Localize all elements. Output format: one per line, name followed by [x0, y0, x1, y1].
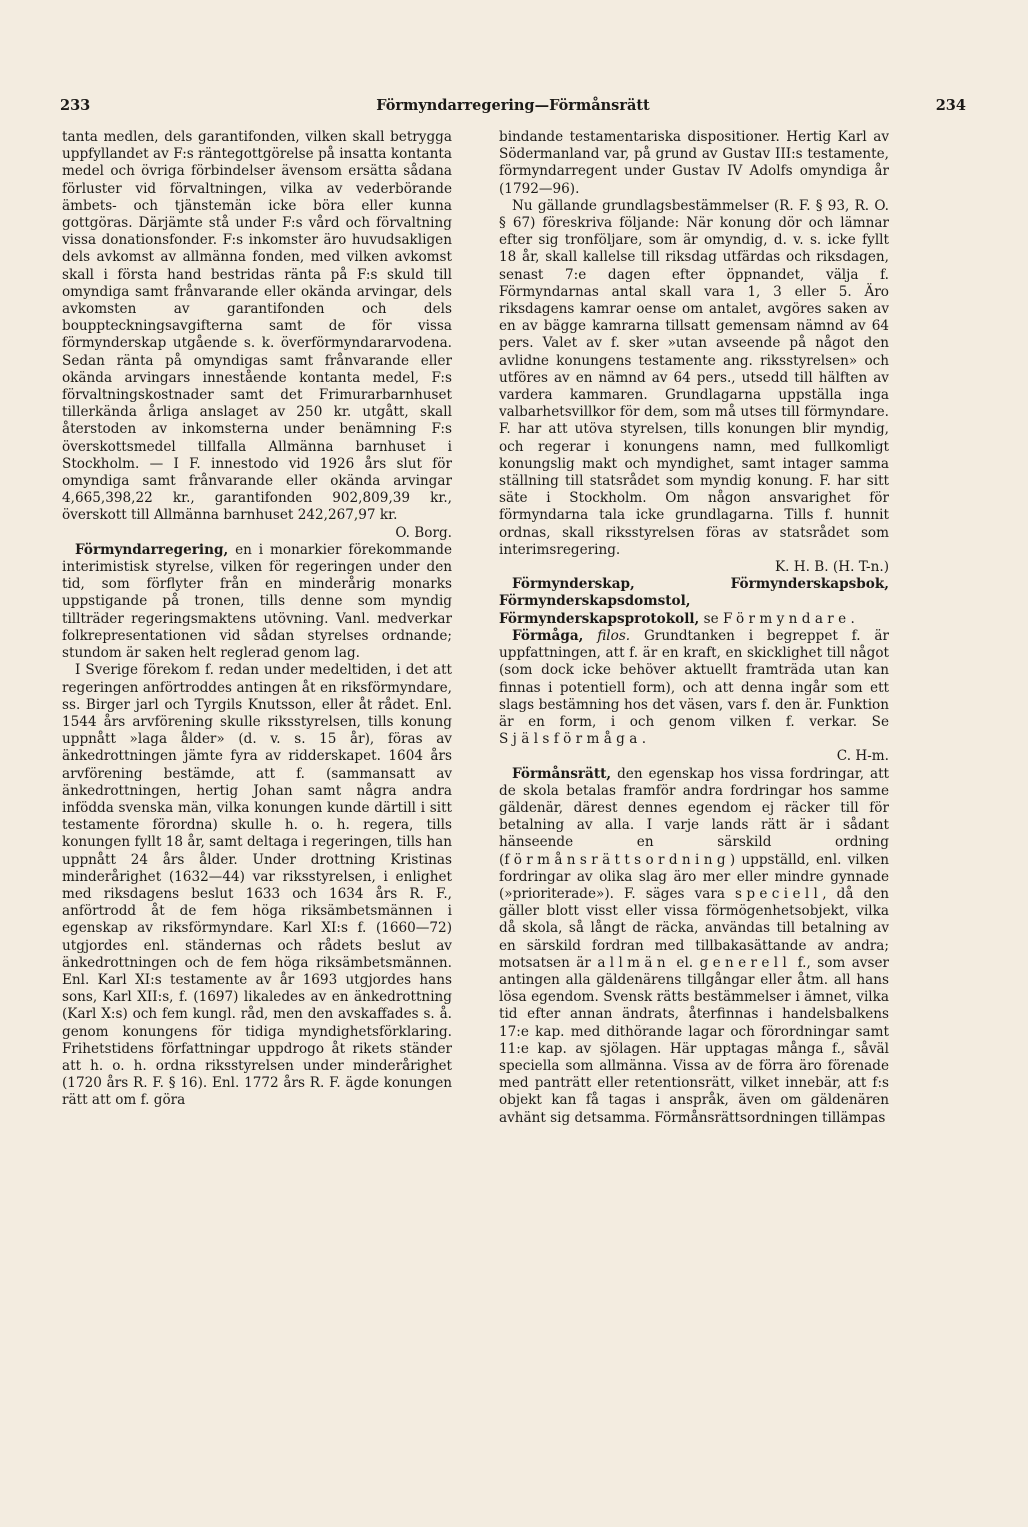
- left-column: [62, 129, 452, 1110]
- paragraph-text: bindande testamentariska dispositioner. Hertig Karl av Södermanland var, på grund av Gustav III:s testamente, förmyndarregent under Gustav IV Adolfs omyndiga år (1792—96).: [499, 129, 889, 197]
- entry-formynderskap: [499, 576, 889, 628]
- paragraph-continuation: [62, 129, 452, 525]
- cross-reference: Förmyndare.: [722, 610, 860, 627]
- spaced-term: generell: [699, 954, 792, 971]
- entry-text: el.: [669, 954, 700, 971]
- page-number-right: 234: [935, 97, 966, 114]
- cross-reference: Själsförmåga.: [499, 731, 651, 748]
- entry-field: filos.: [583, 627, 631, 644]
- paragraph-text: tanta medlen, dels garantifonden, vilken skall betrygga uppfyllandet av F:s räntegottgörelse på insatta kontanta medel och övriga förbindelser ävensom ersätta sådana förluster vid förvaltningen, vilka av vederbörande ämbets- och tjänstemän icke böra eller kunna gottgöras. Därjämte stå under F:s vård och förvaltning vissa donationsfonder. F:s inkomster äro huvudsakligen dels avkomst av allmänna fonden, med vilken avkomst skall i första hand bestridas ränta på F:s skuld till omyndiga samt frånvarande eller okända arvingar, dels avkomsten av garantifonden och dels bouppteckningsavgifterna samt de för vissa förmynderskap utgående s. k. överförmyndararvodena. Sedan ränta på omyndigas samt frånvarande eller okända arvingars innestående kontanta medel, F:s förvaltningskostnader samt det Frimurarbarnhuset tillerkända årliga anslaget av 250 kr. utgått, skall återstoden av inkomsterna under benämning F:s överskottsmedel tillfalla Allmänna barnhuset i Stockholm. — I F. innestodo vid 1926 års slut för omyndiga samt frånvarande eller okända arvingar 4,665,398,22 kr., garantifonden 902,809,39 kr., överskott till Allmänna barnhuset 242,267,97 kr.: [62, 129, 452, 524]
- entry-formaga: [499, 628, 889, 748]
- page-number-left: 233: [60, 97, 91, 114]
- entry-text: ) uppställd, enl. vilken fordringar av olika slag äro mer eller mindre gynnade (»prioriterade»). F. säges vara: [499, 851, 889, 902]
- paragraph-text: Nu gällande grundlagsbestämmelser (R. F. § 93, R. O. § 67) föreskriva följande: När konung dör och lämnar efter sig tronföljare, som är omyndig, d. v. s. icke fyllt 18 år, skall kallelse till riksdag utfärdas och riksdagen, senast 7:e dagen efter öppnandet, välja f. Förmyndarnas antal skall vara 1, 3 eller 5. Äro riksdagens kamrar oense om antalet, avgöres saken av en av bägge kamrarna tillsatt gemensam nämnd av 64 pers. Valet av f. sker »utan avseende på något den avlidne konungens testamente ang. riksstyrelsen» och utföres av en nämnd av 64 pers., utsedd till hälften av vardera kammaren. Grundlagarna uppställa inga valbarhetsvillkor för dem, som må utses till förmyndare. F. har att utöva styrelsen, tills konungen blir myndig, och regerar i konungens namn, med fullkomligt konungslig makt och myndighet, samt intager samma ställning till statsrådet som myndig konung. F. har sitt säte i Stockholm. Om någon ansvarighet för förmyndarna tala icke grundlagarna. Tills f. hunnit ordnas, skall riksstyrelsen föras av statsrådet som interimsregering.: [499, 197, 889, 558]
- entry-text: , då den gäller blott visst eller vissa förmögenhetsobjekt, vilka då skola, så långt de räcka, användas till betalning av en särskild fordran med tillbakasättande av andra; motsatsen är: [499, 885, 889, 971]
- right-column: [499, 129, 889, 1127]
- paragraph-sverige: [62, 662, 452, 1109]
- entry-headword: Förmånsrätt,: [512, 765, 612, 782]
- paragraph-continuation: [499, 129, 889, 198]
- running-title: Förmyndarregering—Förmånsrätt: [376, 97, 650, 114]
- signature: K. H. B. (H. T-n.): [774, 559, 889, 576]
- entry-headword: Förmynderskap, Förmynderskapsbok, Förmynderskapsdomstol, Förmynderskapsprotokoll,: [499, 576, 889, 627]
- paragraph-grundlag: [499, 198, 889, 559]
- entry-text: den egenskap hos vissa fordringar, att de skola betalas framför andra fordringar hos samme gäldenär, därest dennes egendom ej räcker till för betalning av alla. I varje lands rätt är i sådant hänseende en särskild ordning (: [499, 765, 889, 868]
- running-header: [60, 97, 966, 121]
- entry-text: en i monarkier förekommande interimistisk styrelse, vilken för regeringen under den tid, som förflyter från en minderårig monarks uppstigande på tronen, tills denne som myndig tillträder regeringsmaktens utövning. Vanl. medverkar folkrepresentationen vid sådan styrelses ordnande; stundom är saken helt reglerad genom lag.: [62, 541, 452, 662]
- entry-headword: Förmåga,: [512, 627, 584, 644]
- entry-headword: Förmyndarregering,: [75, 541, 229, 558]
- entry-text: f., som avser antingen alla gäldenärens tillgångar eller åtm. all hans lösa egendom. Svensk rätts bestämmelser i ämnet, vilka tid efter annan ändrats, återfinnas i handelsbalkens 17:e kap. med dithörande lagar och förordningar samt 11:e kap. av sjölagen. Här upptagas många f., såväl speciella som allmänna. Vissa av de förra äro förenade med panträtt eller retentionsrätt, vilket innebär, att f:s objekt kan få tagas i anspråk, även om gäldenären avhänt sig detsamma. Förmånsrättsordningen tillämpas: [499, 954, 889, 1126]
- paragraph-text: I Sverige förekom f. redan under medeltiden, i det att regeringen anförtroddes antingen åt en riksförmyndare, ss. Birger jarl och Tyrgils Knutsson, eller åt rådet. Enl. 1544 års arvförening skulle riksstyrelsen, tills konung uppnått »laga ålder» (d. v. s. 15 år), föras av änkedrottningen jämte fyra av ridderskapet. 1604 års arvförening bestämde, att f. (sammansatt av änkedrottningen, hertig Johan samt några andra infödda svenska män, vilka konungen kunde därtill i sitt testamente förordna) skulle h. o. h. regera, tills konungen fyllt 18 år, samt deltaga i regeringen, tills han uppnått 24 års ålder. Under drottning Kristinas minderårighet (1632—44) var riksstyrelsen, i enlighet med riksdagens beslut 1633 och 1634 års R. F., anförtrodd åt de fem höga riksämbetsmännen i egenskap av riksförmyndare. Karl XI:s f. (1660—72) utgjordes enl. ständernas och rådets beslut av änkedrottningen och de fem höga riksämbetsmännen. Enl. Karl XI:s testamente av år 1693 utgjordes hans sons, Karl XII:s, f. (1697) likaledes av en änkedrottning (Karl X:s) och fem kungl. råd, men den avskaffades s. å. genom konungens för tidiga myndighetsförklaring. Frihetstidens författningar uppdrogo åt rikets ständer att h. o. h. ordna riksstyrelsen under minderårighet (1720 års R. F. § 16). Enl. 1772 års R. F. ägde konungen rätt att om f. göra: [62, 662, 452, 1109]
- entry-text: Grundtanken i begreppet f. är uppfattningen, att f. är en kraft, en skicklighet till något (som dock icke behöver aktuellt framträda utan kan finnas i potentiell form), och att denna ingår som ett slags bestämning hos det väsen, vars f. den är. Funktion är en form, i och genom vilken f. verkar. Se: [499, 627, 889, 730]
- spaced-term: förmånsrättsordning: [504, 851, 730, 868]
- signature: C. H-m.: [836, 748, 889, 765]
- entry-formyndarregering: [62, 542, 452, 662]
- spaced-term: allmän: [597, 954, 670, 971]
- entry-formansratt: [499, 766, 889, 1127]
- entry-see: se: [699, 610, 723, 627]
- spaced-term: speciell: [735, 885, 823, 902]
- signature: O. Borg.: [395, 524, 452, 541]
